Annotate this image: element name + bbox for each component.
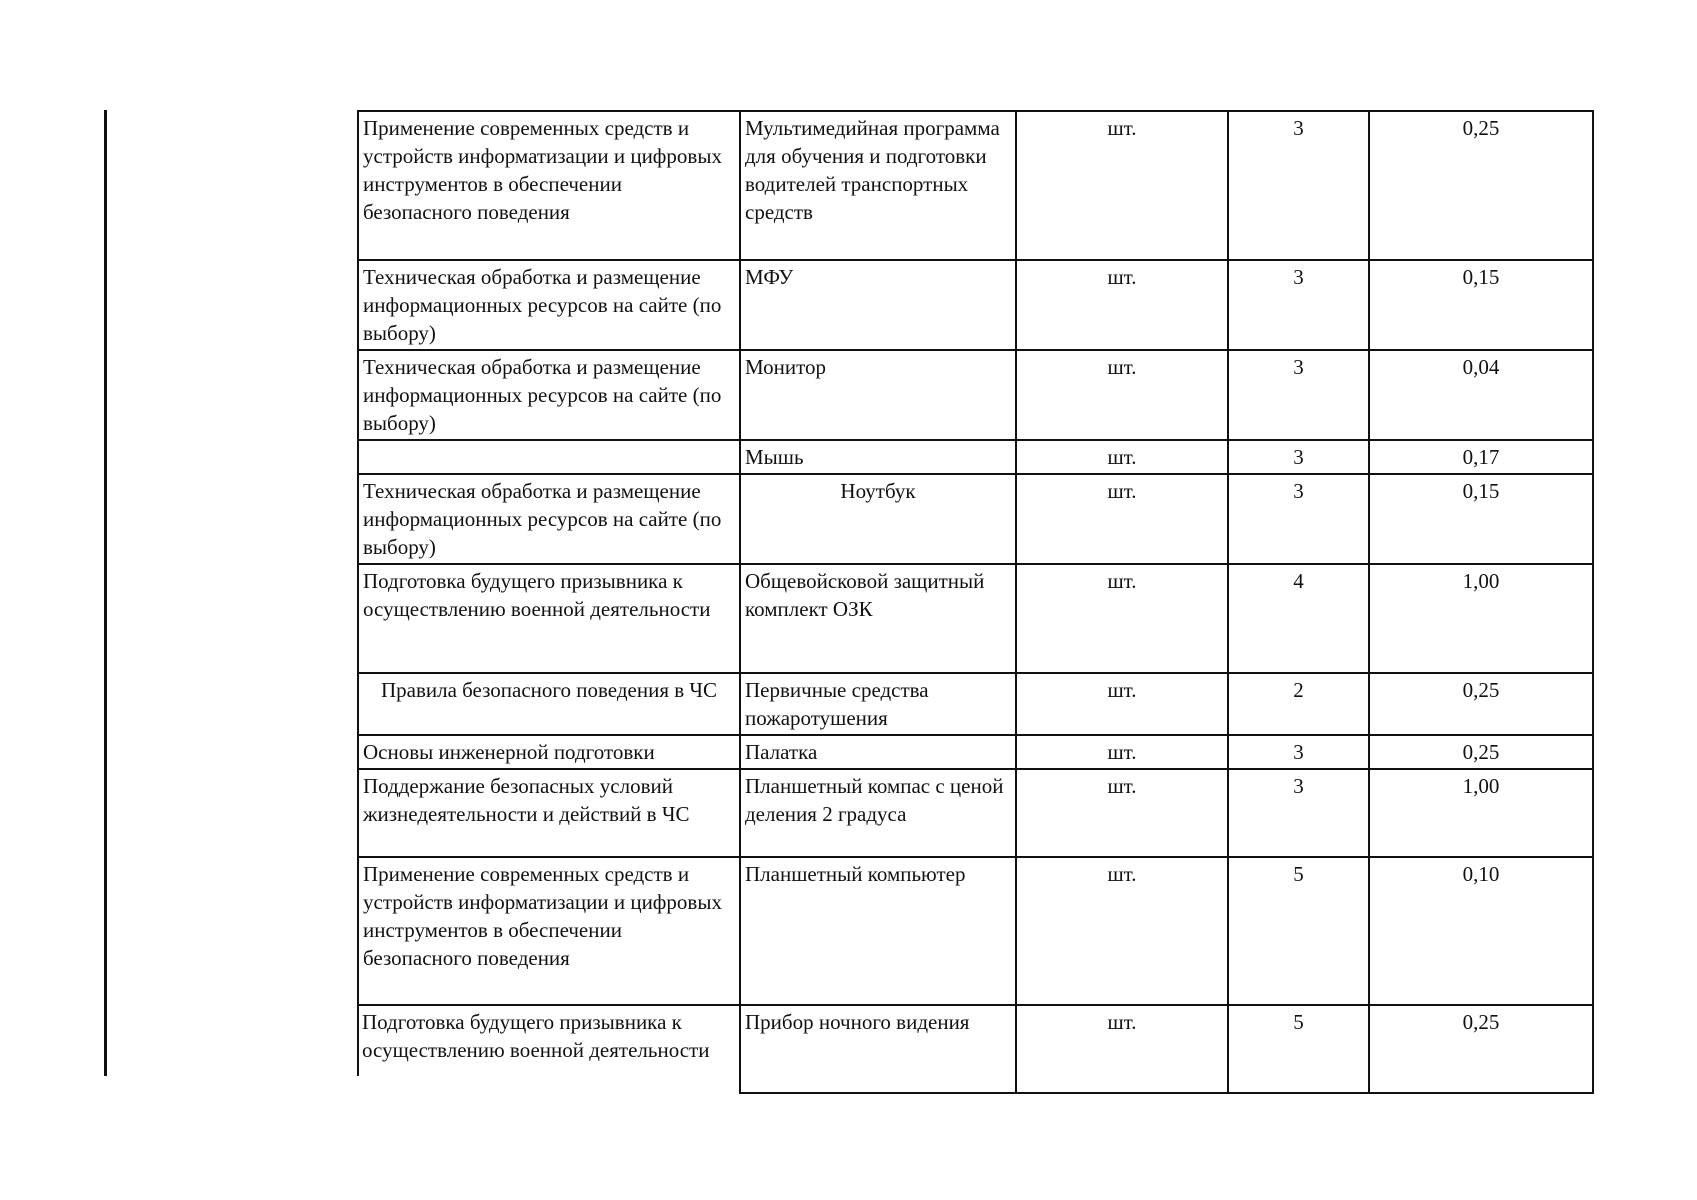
- qty-cell: 3: [1228, 769, 1369, 857]
- unit-cell: шт.: [1016, 474, 1228, 564]
- qty-cell: 4: [1228, 564, 1369, 673]
- norm-cell: 0,15: [1369, 260, 1593, 350]
- topic-cell: Подготовка будущего призывника к осуществлению военной деятельности: [358, 564, 740, 673]
- qty-cell: 3: [1228, 111, 1369, 260]
- norm-cell: 0,04: [1369, 350, 1593, 440]
- norm-cell: 1,00: [1369, 769, 1593, 857]
- topic-cell: Правила безопасного поведения в ЧС: [358, 673, 740, 735]
- unit-cell: шт.: [1016, 857, 1228, 1005]
- topic-cell: Техническая обработка и размещение информационных ресурсов на сайте (по выбору): [358, 474, 740, 564]
- topic-cell: Основы инженерной подготовки: [358, 735, 740, 769]
- unit-cell: шт.: [1016, 350, 1228, 440]
- topic-cell: Подготовка будущего призывника к осуществлению военной деятельности: [358, 1005, 740, 1093]
- unit-cell: шт.: [1016, 260, 1228, 350]
- table-row: [358, 857, 1593, 1005]
- unit-cell: шт.: [1016, 735, 1228, 769]
- table-row: [358, 673, 1593, 735]
- item-cell: Планшетный компьютер: [740, 857, 1016, 1005]
- norm-cell: 0,15: [1369, 474, 1593, 564]
- table-row: [358, 111, 1593, 260]
- table-row: [358, 440, 1593, 474]
- norm-cell: 0,25: [1369, 673, 1593, 735]
- table-row: [358, 474, 1593, 564]
- table-row: [358, 564, 1593, 673]
- item-cell: Ноутбук: [740, 474, 1016, 564]
- table-row: [358, 1005, 1593, 1093]
- unit-cell: шт.: [1016, 440, 1228, 474]
- table-row: [358, 769, 1593, 857]
- item-cell: Общевойсковой защитный комплект ОЗК: [740, 564, 1016, 673]
- item-cell: Прибор ночного видения: [740, 1005, 1016, 1093]
- topic-cell: [358, 440, 740, 474]
- norm-cell: 0,10: [1369, 857, 1593, 1005]
- norm-cell: 0,25: [1369, 111, 1593, 260]
- qty-cell: 3: [1228, 474, 1369, 564]
- unit-cell: шт.: [1016, 769, 1228, 857]
- qty-cell: 3: [1228, 735, 1369, 769]
- qty-cell: 5: [1228, 857, 1369, 1005]
- norm-cell: 0,17: [1369, 440, 1593, 474]
- topic-cell: Техническая обработка и размещение информационных ресурсов на сайте (по выбору): [358, 260, 740, 350]
- unit-cell: шт.: [1016, 673, 1228, 735]
- norm-cell: 0,25: [1369, 735, 1593, 769]
- item-cell: Мышь: [740, 440, 1016, 474]
- item-cell: Мультимедийная программа для обучения и подготовки водителей транспортных средств: [740, 111, 1016, 260]
- qty-cell: 5: [1228, 1005, 1369, 1093]
- page-margin-rule: [104, 110, 107, 1076]
- topic-cell: Применение современных средств и устройств информатизации и цифровых инструментов в обеспечении безопасного поведения: [358, 857, 740, 1005]
- unit-cell: шт.: [1016, 111, 1228, 260]
- qty-cell: 3: [1228, 260, 1369, 350]
- table-row: [358, 735, 1593, 769]
- equipment-table: [357, 110, 1594, 1094]
- norm-cell: 1,00: [1369, 564, 1593, 673]
- topic-cell: Применение современных средств и устройств информатизации и цифровых инструментов в обеспечении безопасного поведения: [358, 111, 740, 260]
- item-cell: Палатка: [740, 735, 1016, 769]
- table-row: [358, 350, 1593, 440]
- table-row: [358, 260, 1593, 350]
- topic-cell: Техническая обработка и размещение информационных ресурсов на сайте (по выбору): [358, 350, 740, 440]
- item-cell: МФУ: [740, 260, 1016, 350]
- qty-cell: 3: [1228, 440, 1369, 474]
- unit-cell: шт.: [1016, 564, 1228, 673]
- norm-cell: 0,25: [1369, 1005, 1593, 1093]
- qty-cell: 3: [1228, 350, 1369, 440]
- item-cell: Монитор: [740, 350, 1016, 440]
- qty-cell: 2: [1228, 673, 1369, 735]
- unit-cell: шт.: [1016, 1005, 1228, 1093]
- topic-cell: Поддержание безопасных условий жизнедеятельности и действий в ЧС: [358, 769, 740, 857]
- item-cell: Планшетный компас с ценой деления 2 градуса: [740, 769, 1016, 857]
- item-cell: Первичные средства пожаротушения: [740, 673, 1016, 735]
